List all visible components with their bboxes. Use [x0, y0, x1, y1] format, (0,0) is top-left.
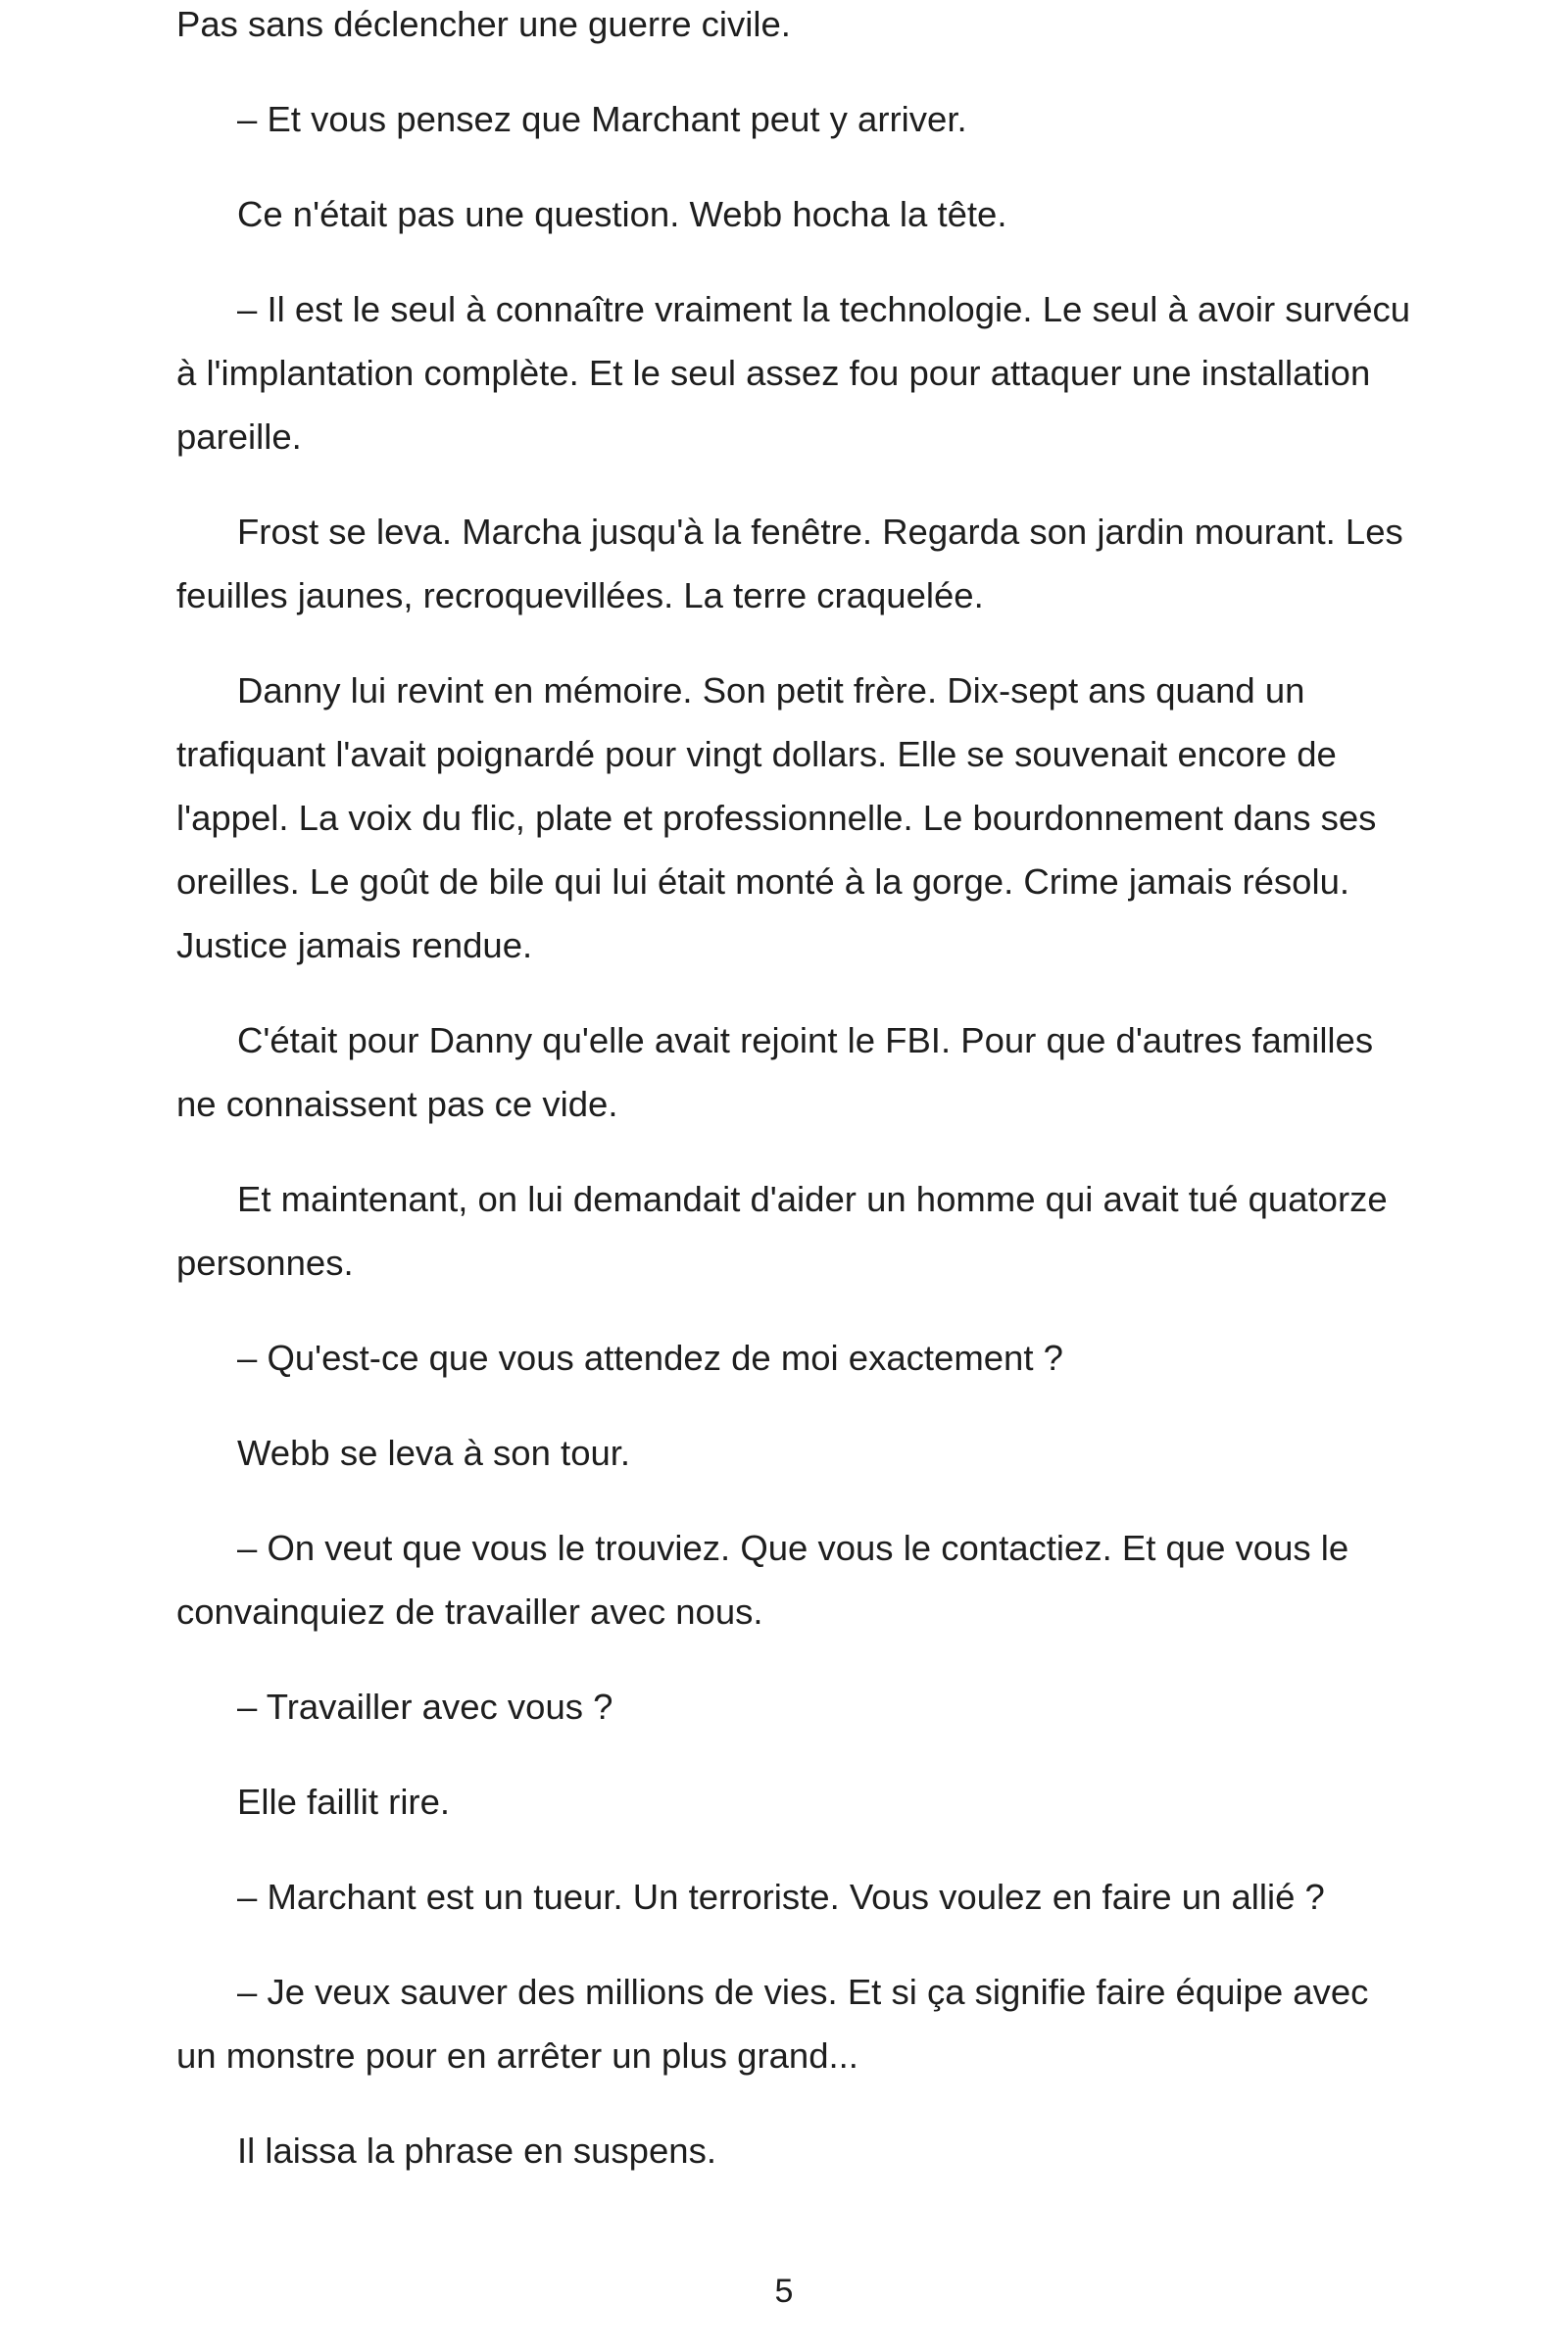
paragraph: Frost se leva. Marcha jusqu'à la fenêtre. Regarda son jardin mourant. Les feuilles jaunes, recroquevillées. La terre craquelée.: [176, 512, 1403, 615]
paragraph: Et maintenant, on lui demandait d'aider un homme qui avait tué quatorze personnes.: [176, 1179, 1388, 1283]
paragraph: Webb se leva à son tour.: [237, 1433, 631, 1473]
page-number: 5: [774, 2273, 794, 2310]
paragraph: – On veut que vous le trouviez. Que vous le contactiez. Et que vous le convainquiez de travailler avec nous.: [176, 1528, 1349, 1632]
paragraph: Ce n'était pas une question. Webb hocha la tête.: [237, 194, 1007, 234]
text-body: [176, 0, 1413, 2214]
paragraph: – Et vous pensez que Marchant peut y arriver.: [237, 99, 967, 139]
paragraph: – Marchant est un tueur. Un terroriste. Vous voulez en faire un allié ?: [237, 1877, 1325, 1917]
paragraph: – Je veux sauver des millions de vies. Et si ça signifie faire équipe avec un monstre pour en arrêter un plus grand...: [176, 1972, 1369, 2076]
paragraph: – Qu'est-ce que vous attendez de moi exactement ?: [237, 1338, 1063, 1378]
paragraph: Il laissa la phrase en suspens.: [237, 2131, 716, 2171]
paragraph: – Il est le seul à connaître vraiment la technologie. Le seul à avoir survécu à l'implantation complète. Et le seul assez fou pour attaquer une installation pareille.: [176, 289, 1411, 457]
paragraph: Pas sans déclencher une guerre civile.: [176, 4, 791, 44]
paragraph: – Travailler avec vous ?: [237, 1687, 613, 1727]
paragraph: Danny lui revint en mémoire. Son petit frère. Dix-sept ans quand un trafiquant l'avait poignardé pour vingt dollars. Elle se souvenait encore de l'appel. La voix du flic, plate et professionnelle. Le bourdonnement dans ses oreilles. Le goût de bile qui lui était monté à la gorge. Crime jamais résolu. Justice jamais rendue.: [176, 670, 1377, 965]
paragraph: Elle faillit rire.: [237, 1782, 451, 1822]
paragraph: C'était pour Danny qu'elle avait rejoint le FBI. Pour que d'autres familles ne connaissent pas ce vide.: [176, 1020, 1374, 1124]
